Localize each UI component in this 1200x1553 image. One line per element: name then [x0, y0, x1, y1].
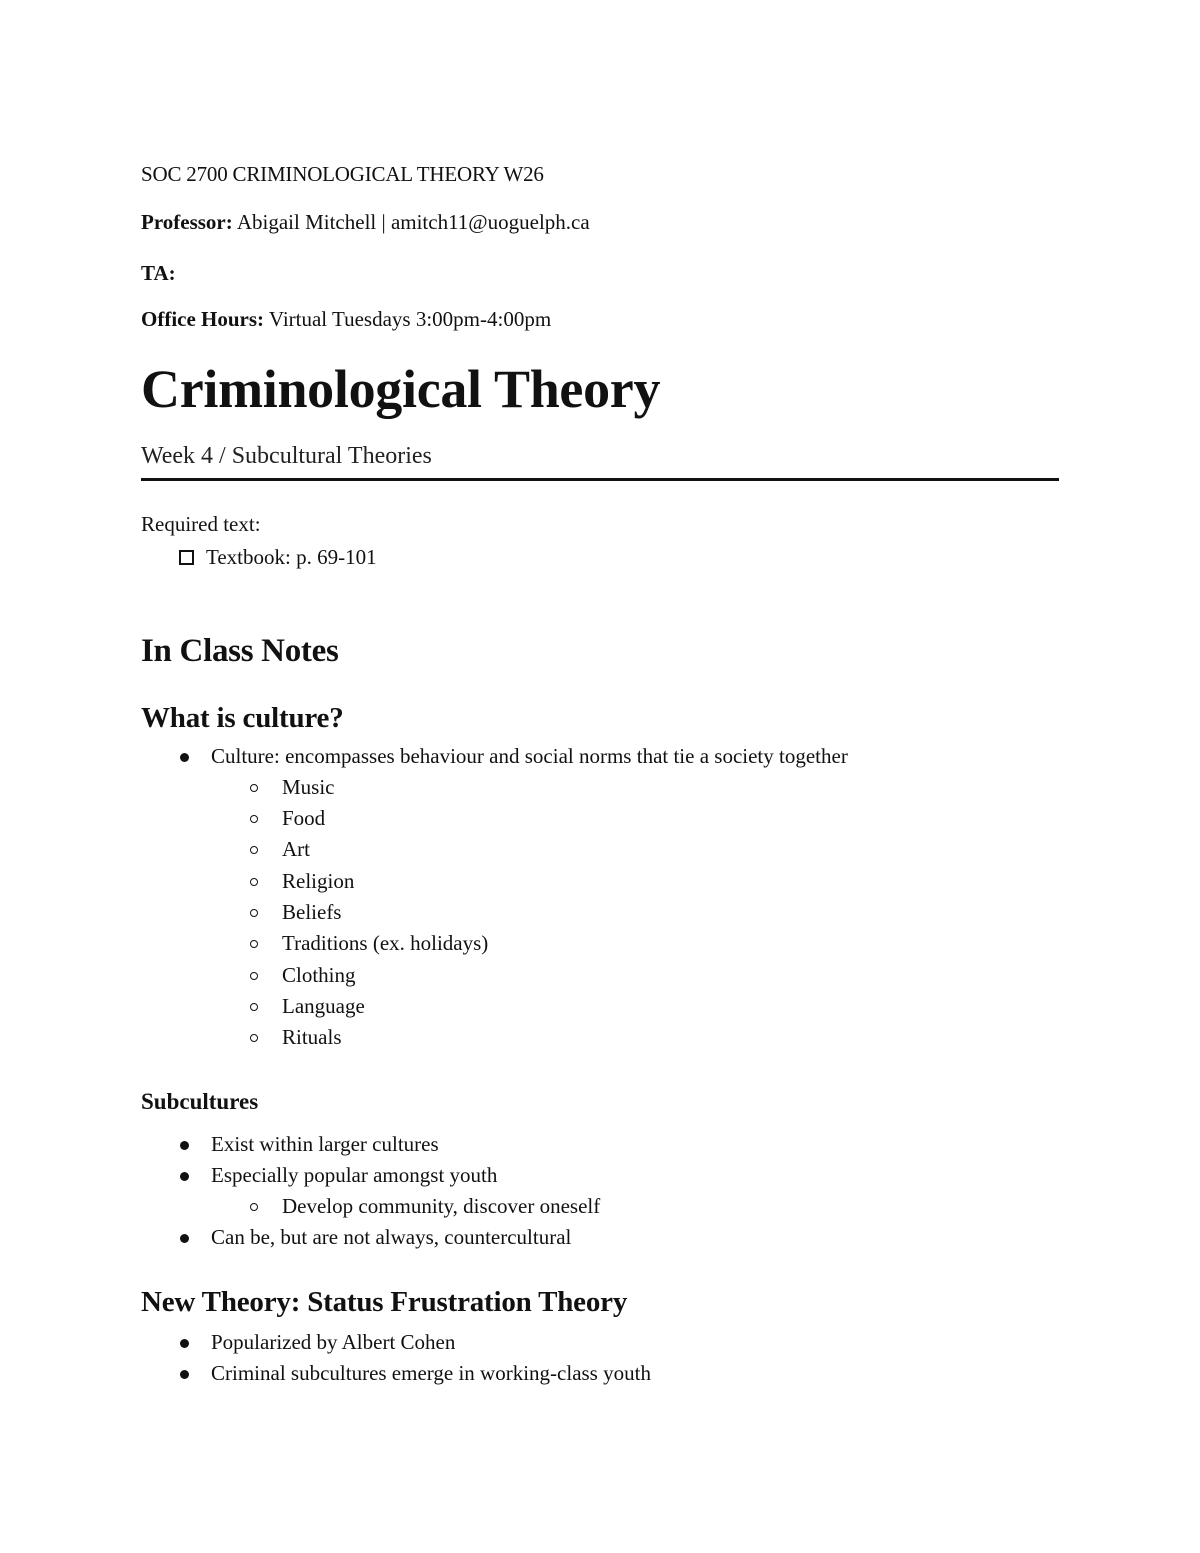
list-item: Exist within larger cultures: [211, 1132, 439, 1156]
professor-value: Abigail Mitchell | amitch11@uoguelph.ca: [236, 210, 590, 234]
bullet-disc-icon: [180, 1339, 189, 1348]
professor-label: Professor:: [141, 210, 233, 234]
list-item: Religion: [282, 869, 355, 893]
list-item: Beliefs: [282, 900, 342, 924]
list-item: Develop community, discover oneself: [282, 1194, 601, 1218]
bullet-circle-icon: [250, 1003, 258, 1011]
status-frustration-heading: New Theory: Status Frustration Theory: [141, 1286, 628, 1318]
ta-line: [141, 261, 176, 286]
required-text-label: Required text:: [141, 512, 261, 536]
subcultures-heading: Subcultures: [141, 1089, 259, 1114]
office-hours-label: Office Hours:: [141, 307, 265, 331]
list-item: Traditions (ex. holidays): [282, 931, 489, 955]
document-title: Criminological Theory: [141, 359, 661, 419]
office-hours-line: [141, 307, 551, 332]
bullet-circle-icon: [250, 909, 258, 917]
professor-line: [141, 210, 590, 235]
bullet-circle-icon: [250, 815, 258, 823]
bullet-disc-icon: [180, 753, 189, 762]
list-item: Music: [282, 775, 335, 799]
checkbox-icon[interactable]: [179, 550, 194, 565]
office-hours-value: Virtual Tuesdays 3:00pm-4:00pm: [268, 307, 552, 331]
list-item: Clothing: [282, 963, 356, 987]
bullet-circle-icon: [250, 784, 258, 792]
culture-heading: What is culture?: [141, 702, 344, 734]
list-item: Food: [282, 806, 326, 830]
bullet-circle-icon: [250, 1034, 258, 1042]
list-item: Popularized by Albert Cohen: [211, 1330, 456, 1354]
bullet-disc-icon: [180, 1370, 189, 1379]
course-code: SOC 2700 CRIMINOLOGICAL THEORY W26: [141, 162, 544, 186]
bullet-circle-icon: [250, 878, 258, 886]
required-text-item: [179, 545, 377, 570]
bullet-circle-icon: [250, 940, 258, 948]
ta-label: TA:: [141, 261, 176, 285]
document-subtitle: Week 4 / Subcultural Theories: [141, 443, 432, 469]
list-item: Culture: encompasses behaviour and social norms that tie a society together: [211, 744, 848, 768]
bullet-circle-icon: [250, 1203, 258, 1211]
list-item: Rituals: [282, 1025, 342, 1049]
list-item: Art: [282, 837, 310, 861]
required-text-item-label: Textbook: p. 69-101: [206, 545, 377, 569]
list-item: Language: [282, 994, 365, 1018]
bullet-circle-icon: [250, 972, 258, 980]
in-class-notes-heading: In Class Notes: [141, 633, 339, 669]
list-item: Criminal subcultures emerge in working-class youth: [211, 1361, 651, 1385]
list-item: Can be, but are not always, countercultural: [211, 1225, 572, 1249]
bullet-circle-icon: [250, 846, 258, 854]
title-divider: [141, 478, 1059, 481]
bullet-disc-icon: [180, 1172, 189, 1181]
bullet-disc-icon: [180, 1234, 189, 1243]
bullet-disc-icon: [180, 1141, 189, 1150]
list-item: Especially popular amongst youth: [211, 1163, 498, 1187]
